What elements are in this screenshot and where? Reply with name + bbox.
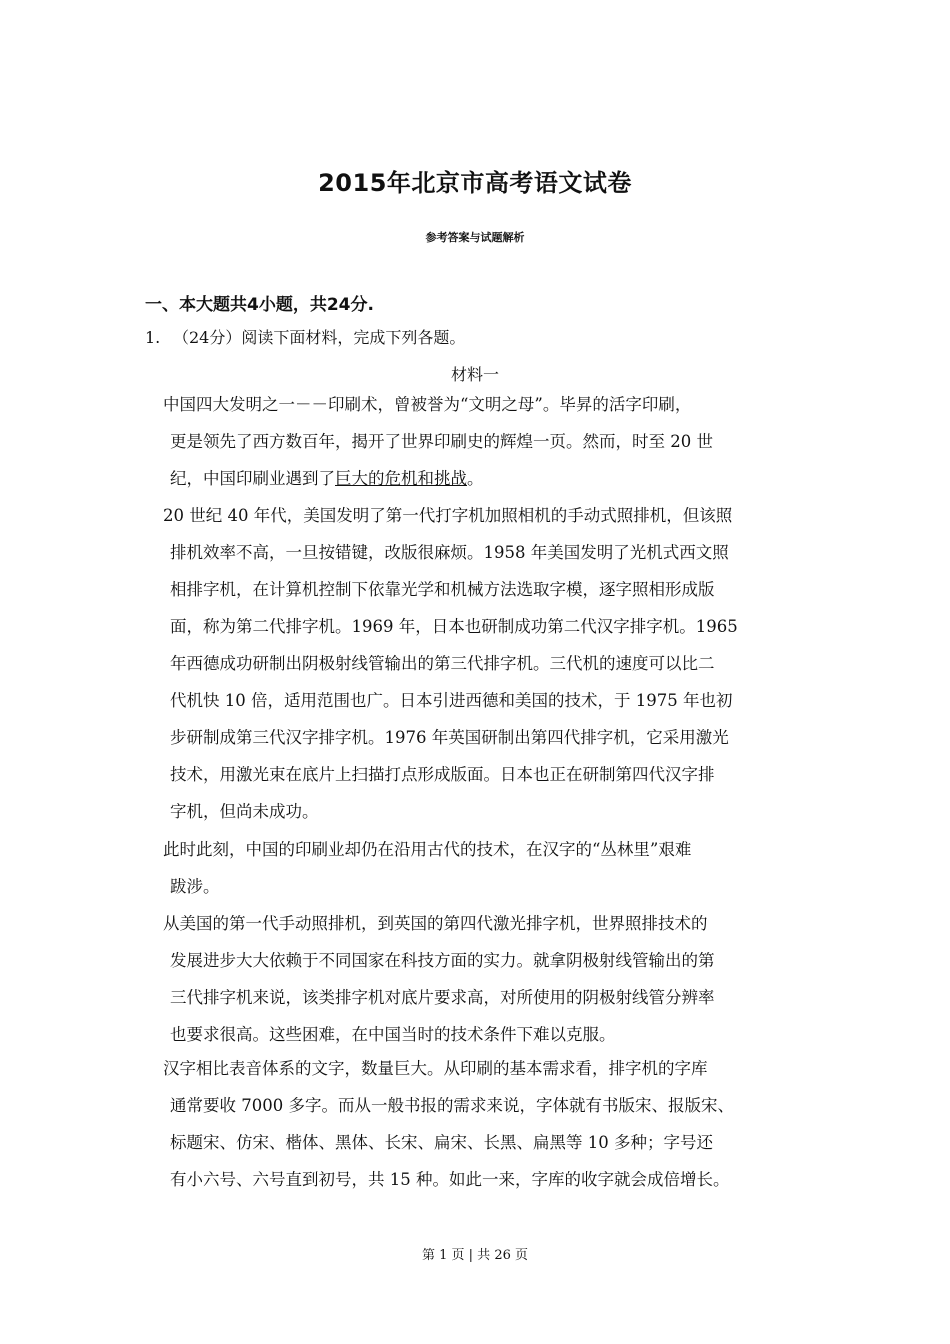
page-footer: 第 1 页 | 共 26 页 bbox=[422, 1248, 528, 1263]
paragraph-line: 字机，但尚未成功。 bbox=[170, 802, 319, 821]
paragraph-line: 步研制成第三代汉字排字机。1976 年英国研制出第四代排字机，它采用激光 bbox=[170, 728, 729, 747]
paragraph-line: 从美国的第一代手动照排机，到英国的第四代激光排字机，世界照排技术的 bbox=[163, 914, 708, 933]
paragraph-line: 通常要收 7000 多字。而从一般书报的需求来说，字体就有书版宋、报版宋、 bbox=[170, 1096, 734, 1115]
paragraph-line: 面，称为第二代排字机。1969 年，日本也研制成功第二代汉字排字机。1965 bbox=[170, 617, 738, 636]
paragraph-3 bbox=[162, 831, 822, 905]
question-1 bbox=[145, 325, 465, 348]
section-heading: 一、本大题共4小题，共24分. bbox=[145, 295, 374, 315]
paragraph-4 bbox=[162, 905, 822, 1053]
paragraph-line: 三代排字机来说，该类排字机对底片要求高，对所使用的阴极射线管分辨率 bbox=[170, 988, 715, 1007]
paragraph-line: 标题宋、仿宋、楷体、黑体、长宋、扁宋、长黑、扁黑等 10 多种；字号还 bbox=[170, 1133, 713, 1152]
question-text: （24分）阅读下面材料，完成下列各题。 bbox=[173, 328, 466, 347]
paragraph-line: 汉字相比表音体系的文字，数量巨大。从印刷的基本需求看，排字机的字库 bbox=[163, 1059, 708, 1078]
paragraph-line: 年西德成功研制出阴极射线管输出的第三代排字机。三代机的速度可以比二 bbox=[170, 654, 715, 673]
paragraph-line: 发展进步大大依赖于不同国家在科技方面的实力。就拿阴极射线管输出的第 bbox=[170, 951, 715, 970]
material-title: 材料一 bbox=[450, 365, 499, 384]
document-title: 2015年北京市高考语文试卷 bbox=[318, 169, 632, 197]
paragraph-line: 跋涉。 bbox=[170, 877, 220, 896]
paragraph-line: 此时此刻，中国的印刷业却仍在沿用古代的技术，在汉字的“丛林里”艰难 bbox=[163, 840, 692, 859]
underlined-phrase: 巨大的危机和挑战 bbox=[335, 469, 467, 488]
document-subtitle: 参考答案与试题解析 bbox=[425, 231, 525, 244]
question-number: 1. bbox=[145, 328, 161, 347]
paragraph-line: 也要求很高。这些困难，在中国当时的技术条件下难以克服。 bbox=[170, 1025, 616, 1044]
paragraph-line: 20 世纪 40 年代，美国发明了第一代打字机加照相机的手动式照排机，但该照 bbox=[163, 506, 733, 525]
paragraph-line: 技术，用激光束在底片上扫描打点形成版面。日本也正在研制第四代汉字排 bbox=[170, 765, 715, 784]
paragraph-5 bbox=[162, 1050, 822, 1198]
paragraph-line: 代机快 10 倍，适用范围也广。日本引进西德和美国的技术，于 1975 年也初 bbox=[170, 691, 733, 710]
paragraph-2 bbox=[162, 497, 822, 830]
paragraph-line: 更是领先了西方数百年，揭开了世界印刷史的辉煌一页。然而，时至 20 世 bbox=[170, 432, 713, 451]
paragraph-line: 排机效率不高，一旦按错键，改版很麻烦。1958 年美国发明了光机式西文照 bbox=[170, 543, 729, 562]
paragraph-line: 相排字机，在计算机控制下依靠光学和机械方法选取字模，逐字照相形成版 bbox=[170, 580, 715, 599]
paragraph-1 bbox=[162, 386, 822, 497]
paragraph-line: 有小六号、六号直到初号，共 15 种。如此一来，字库的收字就会成倍增长。 bbox=[170, 1170, 730, 1189]
paragraph-line: 中国四大发明之一－－印刷术，曾被誉为“文明之母”。毕昇的活字印刷， bbox=[163, 395, 692, 414]
paragraph-line: 纪，中国印刷业遇到了巨大的危机和挑战。 bbox=[170, 469, 484, 488]
